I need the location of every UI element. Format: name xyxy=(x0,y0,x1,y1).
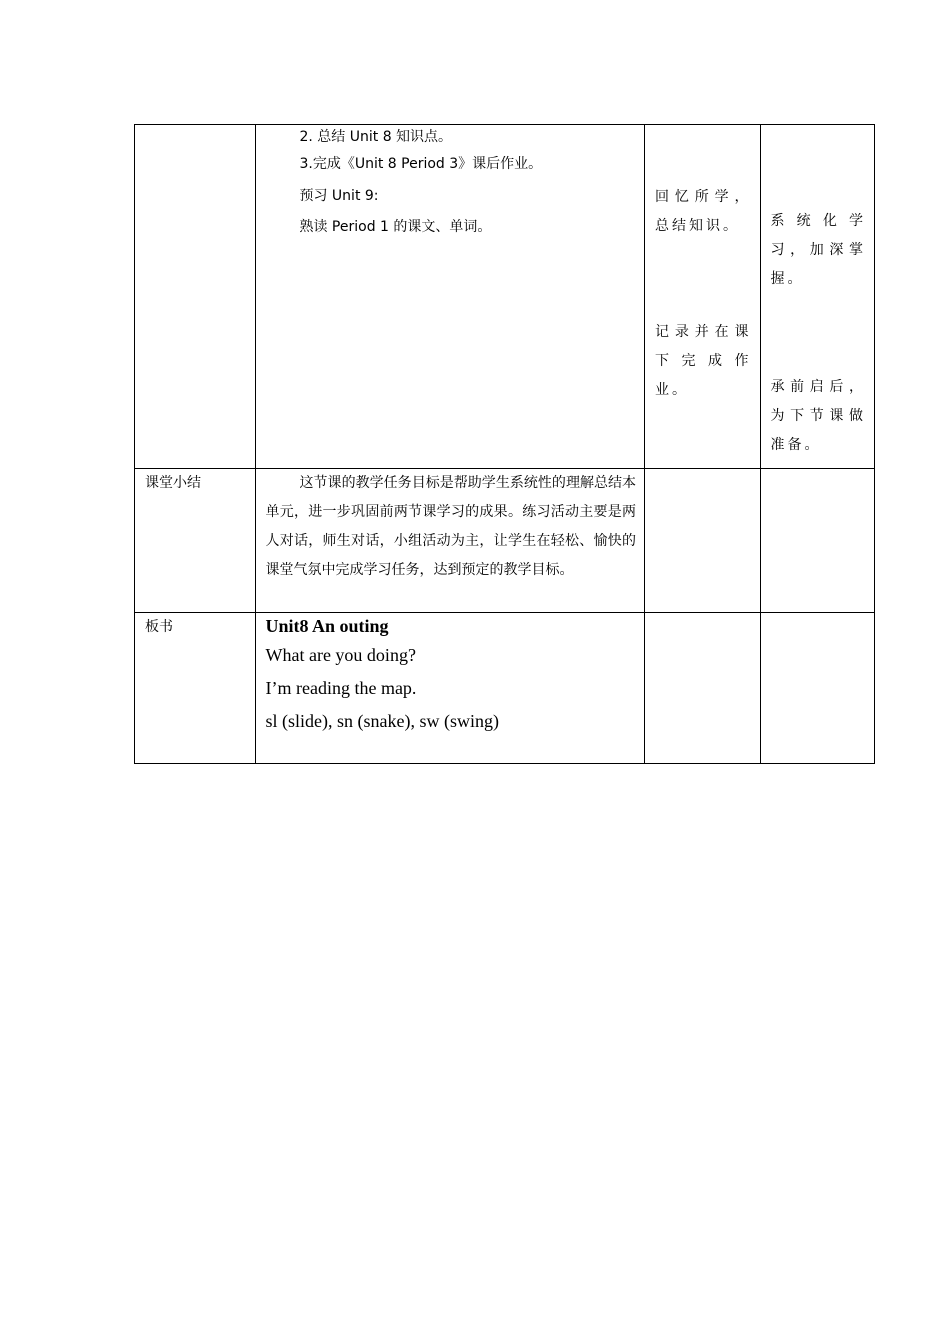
homework-content-cell xyxy=(256,125,645,469)
homework-line-1: 2. 总结 Unit 8 知识点。 xyxy=(299,129,453,145)
design-purpose-cell xyxy=(760,125,875,469)
student-activity-cell xyxy=(645,125,760,469)
board-line-3: sl (slide), sn (snake), sw (swing) xyxy=(265,711,499,731)
student-activity-2: 记录并在课下完成作业。 xyxy=(655,324,752,398)
summary-content-cell xyxy=(256,469,645,613)
design-purpose-2: 承前启后，为下节课做准备。 xyxy=(770,379,866,453)
homework-line-3: 预习 Unit 9: xyxy=(299,187,379,204)
student-activity-1: 回忆所学，总结知识。 xyxy=(655,189,752,234)
summary-label: 课堂小结 xyxy=(135,469,256,613)
board-empty-cell-2 xyxy=(760,613,875,764)
board-title: Unit8 An outing xyxy=(265,616,389,636)
lesson-plan-table xyxy=(134,124,875,764)
board-line-2: I’m reading the map. xyxy=(265,678,417,698)
board-content-cell xyxy=(256,613,645,764)
homework-line-4: 熟读 Period 1 的课文、单词。 xyxy=(299,219,492,235)
homework-row xyxy=(135,125,875,469)
homework-label-cell xyxy=(135,125,256,469)
design-purpose-1: 系统化学习，加深掌握。 xyxy=(770,213,866,287)
summary-text: 这节课的教学任务目标是帮助学生系统性的理解总结本单元，进一步巩固前两节课学习的成果。练习活动主要是两人对话，师生对话，小组活动为主，让学生在轻松、愉快的课堂气氛中完成学习任务，达到预定的教学目标。 xyxy=(265,475,637,578)
summary-empty-cell-1 xyxy=(645,469,760,613)
summary-row xyxy=(135,469,875,613)
board-label: 板书 xyxy=(135,613,256,764)
board-empty-cell-1 xyxy=(645,613,760,764)
homework-line-2: 3.完成《Unit 8 Period 3》课后作业。 xyxy=(299,156,543,172)
summary-empty-cell-2 xyxy=(760,469,875,613)
board-row xyxy=(135,613,875,764)
board-line-1: What are you doing? xyxy=(265,645,416,665)
